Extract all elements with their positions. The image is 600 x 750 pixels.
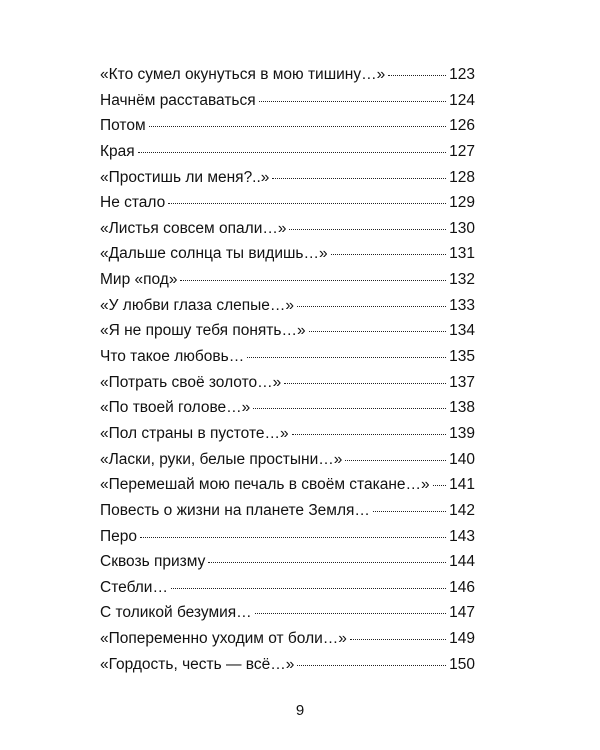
dot-leader	[289, 229, 446, 230]
toc-entry-page: 137	[449, 373, 475, 391]
toc-entry	[100, 62, 475, 88]
toc-entry-page: 149	[449, 630, 475, 648]
dot-leader	[171, 588, 446, 589]
dot-leader	[140, 537, 446, 538]
toc-entry-page: 138	[449, 399, 475, 417]
toc-entry-page: 129	[449, 194, 475, 212]
toc-entry	[100, 318, 475, 344]
dot-leader	[247, 357, 446, 358]
toc-entry-title: «Дальше солнца ты видишь…»	[100, 245, 328, 263]
dot-leader	[138, 152, 446, 153]
toc-entry-title: Сквозь призму	[100, 553, 206, 571]
dot-leader	[373, 511, 446, 512]
dot-leader	[180, 280, 446, 281]
toc-entry-page: 131	[449, 245, 475, 263]
toc-entry-title: С толикой безумия…	[100, 604, 252, 622]
toc-entry	[100, 549, 475, 575]
toc-entry-page: 124	[449, 91, 475, 109]
toc-entry	[100, 293, 475, 319]
toc-entry-title: Не стало	[100, 194, 166, 212]
toc-entry-title: Стебли…	[100, 578, 168, 596]
toc-entry-page: 134	[449, 322, 475, 340]
dot-leader	[309, 331, 446, 332]
toc-entry-title: Края	[100, 142, 135, 160]
toc-entry	[100, 267, 475, 293]
toc-entry	[100, 88, 475, 114]
toc-entry	[100, 113, 475, 139]
toc-entry-page: 139	[449, 424, 475, 442]
toc-entry	[100, 626, 475, 652]
toc-entry	[100, 344, 475, 370]
toc-entry-title: Начнём расставаться	[100, 91, 256, 109]
toc-entry-page: 144	[449, 553, 475, 571]
toc-entry-page: 140	[449, 450, 475, 468]
dot-leader	[253, 408, 446, 409]
toc-entry	[100, 241, 475, 267]
toc-entry-page: 146	[449, 578, 475, 596]
toc-entry	[100, 600, 475, 626]
toc-entry-page: 126	[449, 117, 475, 135]
toc-entry	[100, 421, 475, 447]
dot-leader	[255, 613, 446, 614]
toc-entry-page: 143	[449, 527, 475, 545]
toc-entry-page: 132	[449, 271, 475, 289]
dot-leader	[388, 75, 446, 76]
toc-entry-title: Перо	[100, 527, 138, 545]
toc-entry-page: 130	[449, 219, 475, 237]
toc-entry	[100, 165, 475, 191]
dot-leader	[168, 203, 446, 204]
dot-leader	[345, 460, 446, 461]
dot-leader	[292, 434, 446, 435]
toc-entry	[100, 575, 475, 601]
toc-entry	[100, 190, 475, 216]
toc-entry	[100, 652, 475, 678]
toc-entry-page: 142	[449, 501, 475, 519]
toc-entry	[100, 216, 475, 242]
dot-leader	[284, 383, 446, 384]
toc-entry-page: 141	[449, 476, 475, 494]
toc-entry-title: «Потрать своё золото…»	[100, 373, 282, 391]
toc-entry	[100, 370, 475, 396]
toc-entry-title: «Листья совсем опали…»	[100, 219, 287, 237]
toc-entry-title: Потом	[100, 117, 146, 135]
toc-entry-title: «Кто сумел окунуться в мою тишину…»	[100, 66, 386, 83]
toc-entry-title: «Перемешай мою печаль в своём стакане…»	[100, 476, 430, 494]
toc-entry	[100, 447, 475, 473]
toc-entry-page: 128	[449, 168, 475, 186]
dot-leader	[272, 178, 446, 179]
toc-entry	[100, 139, 475, 165]
toc-entry-title: «Простишь ли меня?..»	[100, 168, 270, 186]
toc-entry-page: 150	[449, 655, 475, 673]
dot-leader	[350, 639, 446, 640]
toc-entry-title: «Гордость, честь — всё…»	[100, 655, 295, 673]
toc-entry	[100, 498, 475, 524]
dot-leader	[259, 101, 446, 102]
toc-entry-title: «У любви глаза слепые…»	[100, 296, 295, 314]
toc-entry-page: 135	[449, 348, 475, 366]
toc-entry-page: 127	[449, 142, 475, 160]
toc-entry-page: 147	[449, 604, 475, 622]
toc-entry-title: «По твоей голове…»	[100, 399, 251, 417]
toc-entry-page: 133	[449, 296, 475, 314]
dot-leader	[208, 562, 446, 563]
page-number: 9	[295, 702, 305, 719]
dot-leader	[433, 485, 446, 486]
toc-entry-page: 123	[449, 66, 475, 83]
toc-entry	[100, 472, 475, 498]
dot-leader	[331, 254, 446, 255]
dot-leader	[297, 665, 446, 666]
toc-entry-title: «Ласки, руки, белые простыни…»	[100, 450, 343, 468]
toc-entry-title: Мир «под»	[100, 271, 178, 289]
toc-entry-title: Повесть о жизни на планете Земля…	[100, 501, 370, 519]
toc-entry-title: «Пол страны в пустоте…»	[100, 424, 289, 442]
toc-entry	[100, 395, 475, 421]
toc-entry-title: «Я не прошу тебя понять…»	[100, 322, 306, 340]
table-of-contents	[100, 62, 475, 677]
toc-entry	[100, 524, 475, 550]
dot-leader	[297, 306, 446, 307]
dot-leader	[149, 126, 446, 127]
toc-entry-title: Что такое любовь…	[100, 348, 245, 366]
toc-entry-title: «Попеременно уходим от боли…»	[100, 630, 347, 648]
